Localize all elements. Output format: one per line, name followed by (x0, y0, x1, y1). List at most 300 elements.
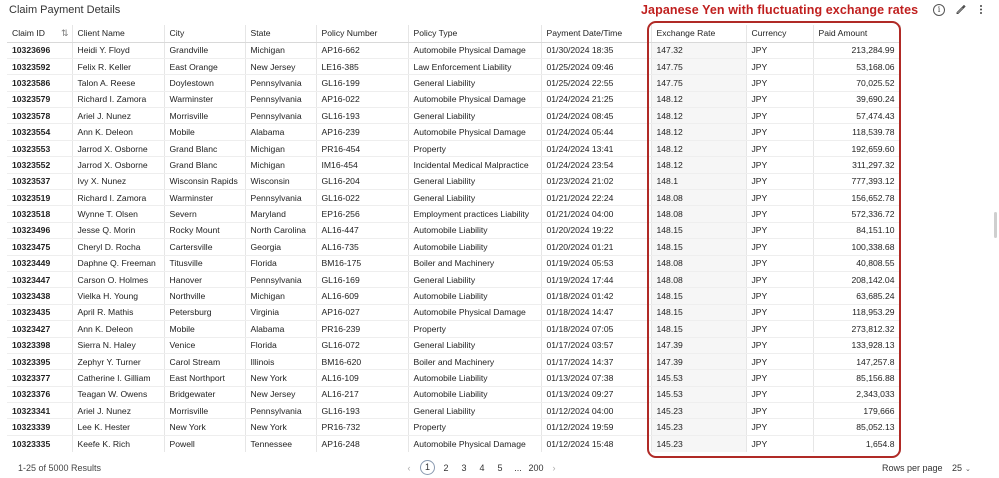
cell-payment-date: 01/12/2024 04:00 (541, 403, 651, 419)
cell-state: Michigan (245, 42, 316, 58)
cell-paid-amount: 311,297.32 (813, 157, 900, 173)
table-row[interactable] (7, 403, 900, 419)
cell-exchange-rate: 148.15 (651, 288, 746, 304)
cell-policy-type: Automobile Physical Damage (408, 42, 541, 58)
cell-payment-date: 01/25/2024 22:55 (541, 75, 651, 91)
cell-currency: JPY (746, 435, 813, 451)
table-row[interactable] (7, 190, 900, 206)
next-page-icon[interactable]: › (552, 462, 556, 473)
chevron-down-icon: ⌄ (965, 466, 971, 473)
cell-currency: JPY (746, 370, 813, 386)
cell-policy-number: PR16-454 (316, 140, 408, 156)
cell-currency: JPY (746, 124, 813, 140)
cell-policy-type: Automobile Physical Damage (408, 304, 541, 320)
cell-payment-date: 01/12/2024 19:59 (541, 419, 651, 435)
cell-policy-type: Property (408, 419, 541, 435)
cell-paid-amount: 57,474.43 (813, 108, 900, 124)
info-icon[interactable]: i (933, 4, 945, 16)
col-header-policy-type[interactable] (408, 25, 541, 42)
cell-city: Morrisville (164, 108, 245, 124)
cell-claim-id: 10323586 (7, 75, 72, 91)
table-row[interactable] (7, 370, 900, 386)
cell-policy-number: GL16-072 (316, 337, 408, 353)
page-4-button[interactable]: 4 (479, 462, 485, 473)
table-row[interactable] (7, 304, 900, 320)
cell-city: Warminster (164, 91, 245, 107)
cell-city: Cartersville (164, 239, 245, 255)
cell-claim-id: 10323377 (7, 370, 72, 386)
cell-exchange-rate: 148.12 (651, 124, 746, 140)
cell-payment-date: 01/17/2024 03:57 (541, 337, 651, 353)
cell-exchange-rate: 145.53 (651, 386, 746, 402)
cell-city: Warminster (164, 190, 245, 206)
cell-payment-date: 01/21/2024 22:24 (541, 190, 651, 206)
cell-currency: JPY (746, 173, 813, 189)
cell-city: Bridgewater (164, 386, 245, 402)
column-label: Claim ID (12, 28, 45, 39)
cell-policy-number: AP16-022 (316, 91, 408, 107)
cell-payment-date: 01/18/2024 01:42 (541, 288, 651, 304)
cell-client-name: Jarrod X. Osborne (72, 157, 164, 173)
table-row[interactable] (7, 173, 900, 189)
cell-city: Grand Blanc (164, 140, 245, 156)
pagination (400, 459, 563, 476)
cell-payment-date: 01/30/2024 18:35 (541, 42, 651, 58)
cell-claim-id: 10323553 (7, 140, 72, 156)
cell-state: Pennsylvania (245, 91, 316, 107)
table-row[interactable] (7, 271, 900, 287)
table-row[interactable] (7, 239, 900, 255)
cell-policy-number: AL16-735 (316, 239, 408, 255)
cell-currency: JPY (746, 271, 813, 287)
cell-state: Pennsylvania (245, 108, 316, 124)
cell-currency: JPY (746, 75, 813, 91)
cell-payment-date: 01/12/2024 15:48 (541, 435, 651, 451)
col-header-paid-amount[interactable] (813, 25, 900, 42)
column-label: Policy Number (321, 28, 378, 39)
cell-payment-date: 01/23/2024 21:02 (541, 173, 651, 189)
cell-policy-type: Property (408, 321, 541, 337)
cell-currency: JPY (746, 108, 813, 124)
cell-claim-id: 10323496 (7, 222, 72, 238)
cell-payment-date: 01/19/2024 17:44 (541, 271, 651, 287)
cell-client-name: Felix R. Keller (72, 58, 164, 74)
cell-client-name: Daphne Q. Freeman (72, 255, 164, 271)
cell-client-name: Ariel J. Nunez (72, 108, 164, 124)
cell-paid-amount: 213,284.99 (813, 42, 900, 58)
cell-paid-amount: 118,539.78 (813, 124, 900, 140)
cell-exchange-rate: 148.08 (651, 255, 746, 271)
col-header-policy-number[interactable] (316, 25, 408, 42)
cell-city: Carol Stream (164, 353, 245, 369)
sort-icon[interactable]: ⇅ (60, 28, 69, 38)
cell-exchange-rate: 148.08 (651, 271, 746, 287)
cell-policy-number: BM16-620 (316, 353, 408, 369)
table-row[interactable] (7, 337, 900, 353)
cell-policy-type: General Liability (408, 173, 541, 189)
cell-currency: JPY (746, 337, 813, 353)
cell-currency: JPY (746, 304, 813, 320)
cell-policy-type: Automobile Liability (408, 370, 541, 386)
cell-paid-amount: 100,338.68 (813, 239, 900, 255)
cell-claim-id: 10323339 (7, 419, 72, 435)
page-3-button[interactable]: 3 (461, 462, 467, 473)
cell-currency: JPY (746, 58, 813, 74)
cell-payment-date: 01/13/2024 09:27 (541, 386, 651, 402)
cell-payment-date: 01/24/2024 08:45 (541, 108, 651, 124)
cell-policy-type: General Liability (408, 75, 541, 91)
table-row[interactable] (7, 108, 900, 124)
cell-client-name: Lee K. Hester (72, 419, 164, 435)
cell-policy-type: Law Enforcement Liability (408, 58, 541, 74)
cell-claim-id: 10323475 (7, 239, 72, 255)
cell-policy-type: Boiler and Machinery (408, 255, 541, 271)
cell-exchange-rate: 147.32 (651, 42, 746, 58)
column-label: Payment Date/Time (546, 28, 623, 39)
table-row[interactable] (7, 222, 900, 238)
cell-exchange-rate: 148.08 (651, 206, 746, 222)
edit-pencil-icon[interactable] (954, 4, 966, 16)
cell-policy-number: AL16-609 (316, 288, 408, 304)
cell-state: Pennsylvania (245, 190, 316, 206)
cell-city: Titusville (164, 255, 245, 271)
cell-policy-type: Automobile Physical Damage (408, 124, 541, 140)
cell-claim-id: 10323552 (7, 157, 72, 173)
cell-paid-amount: 85,052.13 (813, 419, 900, 435)
cell-policy-number: PR16-732 (316, 419, 408, 435)
cell-policy-type: General Liability (408, 403, 541, 419)
table-row[interactable] (7, 353, 900, 369)
cell-client-name: Ariel J. Nunez (72, 403, 164, 419)
cell-paid-amount: 156,652.78 (813, 190, 900, 206)
cell-paid-amount: 208,142.04 (813, 271, 900, 287)
cell-policy-type: General Liability (408, 337, 541, 353)
cell-paid-amount: 2,343,033 (813, 386, 900, 402)
cell-currency: JPY (746, 157, 813, 173)
cell-policy-number: LE16-385 (316, 58, 408, 74)
cell-paid-amount: 118,953.29 (813, 304, 900, 320)
cell-policy-number: AP16-662 (316, 42, 408, 58)
cell-exchange-rate: 145.23 (651, 435, 746, 451)
cell-exchange-rate: 145.53 (651, 370, 746, 386)
col-header-state[interactable] (245, 25, 316, 42)
cell-paid-amount: 133,928.13 (813, 337, 900, 353)
cell-policy-type: Automobile Liability (408, 239, 541, 255)
cell-exchange-rate: 147.39 (651, 353, 746, 369)
cell-policy-number: AP16-248 (316, 435, 408, 451)
cell-client-name: Jesse Q. Morin (72, 222, 164, 238)
cell-city: New York (164, 419, 245, 435)
header-actions (933, 4, 987, 16)
col-header-currency[interactable] (746, 25, 813, 42)
prev-page-icon[interactable]: ‹ (407, 462, 411, 473)
cell-currency: JPY (746, 288, 813, 304)
cell-claim-id: 10323579 (7, 91, 72, 107)
claims-table (7, 25, 901, 452)
cell-state: Tennessee (245, 435, 316, 451)
cell-city: Mobile (164, 321, 245, 337)
cell-currency: JPY (746, 190, 813, 206)
table-row[interactable] (7, 75, 900, 91)
rows-per-page-select[interactable] (952, 463, 971, 473)
col-header-client-name[interactable] (72, 25, 164, 42)
cell-payment-date: 01/17/2024 14:37 (541, 353, 651, 369)
cell-policy-number: GL16-199 (316, 75, 408, 91)
cell-exchange-rate: 148.08 (651, 190, 746, 206)
cell-policy-type: Employment practices Liability (408, 206, 541, 222)
cell-policy-type: Boiler and Machinery (408, 353, 541, 369)
cell-claim-id: 10323395 (7, 353, 72, 369)
cell-policy-number: BM16-175 (316, 255, 408, 271)
table-row[interactable] (7, 91, 900, 107)
table-body (7, 42, 900, 452)
more-vertical-icon[interactable] (975, 4, 987, 16)
cell-exchange-rate: 145.23 (651, 419, 746, 435)
cell-paid-amount: 63,685.24 (813, 288, 900, 304)
column-label: Client Name (77, 28, 125, 39)
cell-claim-id: 10323537 (7, 173, 72, 189)
cell-city: Wisconsin Rapids (164, 173, 245, 189)
pagination-ellipsis: ... (514, 462, 522, 473)
cell-state: Michigan (245, 288, 316, 304)
cell-currency: JPY (746, 255, 813, 271)
cell-city: Severn (164, 206, 245, 222)
result-count: 1-25 of 5000 Results (18, 463, 102, 473)
cell-client-name: Cheryl D. Rocha (72, 239, 164, 255)
cell-paid-amount: 85,156.88 (813, 370, 900, 386)
cell-payment-date: 01/18/2024 14:47 (541, 304, 651, 320)
exchange-rate-annotation: Japanese Yen with fluctuating exchange rates (641, 3, 919, 17)
cell-city: Grandville (164, 42, 245, 58)
cell-policy-type: Incidental Medical Malpractice (408, 157, 541, 173)
cell-client-name: Ann K. Deleon (72, 124, 164, 140)
rows-per-page-value: 25 (952, 463, 963, 473)
table-row[interactable] (7, 206, 900, 222)
scrollbar-thumb[interactable] (994, 212, 997, 238)
table-row[interactable] (7, 255, 900, 271)
cell-client-name: Keefe K. Rich (72, 435, 164, 451)
cell-claim-id: 10323518 (7, 206, 72, 222)
cell-client-name: Zephyr Y. Turner (72, 353, 164, 369)
table-row[interactable] (7, 435, 900, 451)
page-1-button[interactable]: 1 (420, 460, 435, 475)
cell-client-name: Richard I. Zamora (72, 91, 164, 107)
cell-claim-id: 10323398 (7, 337, 72, 353)
cell-policy-type: General Liability (408, 190, 541, 206)
page-2-button[interactable]: 2 (443, 462, 449, 473)
cell-client-name: Catherine I. Gilliam (72, 370, 164, 386)
cell-exchange-rate: 148.15 (651, 304, 746, 320)
table-row[interactable] (7, 386, 900, 402)
col-header-claim-id[interactable] (7, 25, 72, 42)
cell-currency: JPY (746, 419, 813, 435)
table-row[interactable] (7, 321, 900, 337)
cell-state: Alabama (245, 321, 316, 337)
cell-client-name: Heidi Y. Floyd (72, 42, 164, 58)
cell-policy-number: GL16-022 (316, 190, 408, 206)
cell-exchange-rate: 148.12 (651, 157, 746, 173)
cell-state: Pennsylvania (245, 403, 316, 419)
cell-client-name: Vielka H. Young (72, 288, 164, 304)
cell-policy-type: Automobile Physical Damage (408, 91, 541, 107)
table-row[interactable] (7, 124, 900, 140)
cell-city: Doylestown (164, 75, 245, 91)
cell-city: Northville (164, 288, 245, 304)
cell-exchange-rate: 147.39 (651, 337, 746, 353)
cell-policy-type: Property (408, 140, 541, 156)
cell-policy-type: General Liability (408, 271, 541, 287)
cell-paid-amount: 53,168.06 (813, 58, 900, 74)
cell-payment-date: 01/25/2024 09:46 (541, 58, 651, 74)
cell-state: Pennsylvania (245, 75, 316, 91)
column-label: Exchange Rate (656, 28, 716, 39)
cell-claim-id: 10323335 (7, 435, 72, 451)
cell-city: East Northport (164, 370, 245, 386)
column-label: Policy Type (413, 28, 458, 39)
cell-policy-number: GL16-193 (316, 403, 408, 419)
cell-state: New Jersey (245, 386, 316, 402)
cell-policy-number: IM16-454 (316, 157, 408, 173)
cell-city: Hanover (164, 271, 245, 287)
page-5-button[interactable]: 5 (497, 462, 503, 473)
table-header-row (7, 25, 900, 42)
cell-client-name: April R. Mathis (72, 304, 164, 320)
cell-paid-amount: 39,690.24 (813, 91, 900, 107)
column-label: Paid Amount (818, 28, 868, 39)
cell-currency: JPY (746, 321, 813, 337)
cell-payment-date: 01/24/2024 21:25 (541, 91, 651, 107)
cell-policy-number: AP16-027 (316, 304, 408, 320)
cell-state: New Jersey (245, 58, 316, 74)
cell-exchange-rate: 148.12 (651, 108, 746, 124)
cell-paid-amount: 40,808.55 (813, 255, 900, 271)
cell-paid-amount: 147,257.8 (813, 353, 900, 369)
cell-policy-number: PR16-239 (316, 321, 408, 337)
table-row[interactable] (7, 42, 900, 58)
cell-payment-date: 01/24/2024 05:44 (541, 124, 651, 140)
cell-policy-number: AL16-217 (316, 386, 408, 402)
cell-state: Michigan (245, 157, 316, 173)
cell-policy-type: Automobile Liability (408, 288, 541, 304)
cell-state: Maryland (245, 206, 316, 222)
cell-currency: JPY (746, 386, 813, 402)
cell-paid-amount: 273,812.32 (813, 321, 900, 337)
cell-state: Florida (245, 337, 316, 353)
cell-payment-date: 01/24/2024 23:54 (541, 157, 651, 173)
cell-paid-amount: 84,151.10 (813, 222, 900, 238)
cell-claim-id: 10323519 (7, 190, 72, 206)
cell-exchange-rate: 148.15 (651, 321, 746, 337)
cell-currency: JPY (746, 91, 813, 107)
table-row[interactable] (7, 419, 900, 435)
cell-client-name: Carson O. Holmes (72, 271, 164, 287)
cell-policy-number: AP16-239 (316, 124, 408, 140)
panel-title: Claim Payment Details (9, 4, 121, 16)
cell-claim-id: 10323578 (7, 108, 72, 124)
cell-state: Illinois (245, 353, 316, 369)
cell-policy-number: GL16-169 (316, 271, 408, 287)
cell-payment-date: 01/20/2024 19:22 (541, 222, 651, 238)
cell-client-name: Ann K. Deleon (72, 321, 164, 337)
table-row[interactable] (7, 157, 900, 173)
cell-payment-date: 01/18/2024 07:05 (541, 321, 651, 337)
cell-claim-id: 10323449 (7, 255, 72, 271)
cell-state: North Carolina (245, 222, 316, 238)
cell-paid-amount: 192,659.60 (813, 140, 900, 156)
cell-city: Petersburg (164, 304, 245, 320)
cell-exchange-rate: 147.75 (651, 75, 746, 91)
cell-client-name: Wynne T. Olsen (72, 206, 164, 222)
col-header-exchange-rate[interactable] (651, 25, 746, 42)
cell-policy-type: General Liability (408, 108, 541, 124)
cell-exchange-rate: 148.15 (651, 222, 746, 238)
cell-claim-id: 10323696 (7, 42, 72, 58)
cell-claim-id: 10323438 (7, 288, 72, 304)
cell-client-name: Sierra N. Haley (72, 337, 164, 353)
cell-exchange-rate: 147.75 (651, 58, 746, 74)
cell-paid-amount: 777,393.12 (813, 173, 900, 189)
cell-paid-amount: 572,336.72 (813, 206, 900, 222)
cell-state: Georgia (245, 239, 316, 255)
cell-client-name: Talon A. Reese (72, 75, 164, 91)
column-label: City (169, 28, 185, 39)
cell-payment-date: 01/24/2024 13:41 (541, 140, 651, 156)
cell-claim-id: 10323427 (7, 321, 72, 337)
cell-client-name: Ivy X. Nunez (72, 173, 164, 189)
cell-payment-date: 01/19/2024 05:53 (541, 255, 651, 271)
table-row[interactable] (7, 288, 900, 304)
cell-claim-id: 10323592 (7, 58, 72, 74)
cell-city: East Orange (164, 58, 245, 74)
cell-policy-type: Automobile Liability (408, 386, 541, 402)
cell-currency: JPY (746, 353, 813, 369)
cell-exchange-rate: 148.12 (651, 91, 746, 107)
column-label: State (250, 28, 271, 39)
cell-policy-number: AL16-109 (316, 370, 408, 386)
cell-paid-amount: 179,666 (813, 403, 900, 419)
table-row[interactable] (7, 58, 900, 74)
rows-per-page-label: Rows per page (882, 463, 943, 473)
cell-state: Wisconsin (245, 173, 316, 189)
page-200-button[interactable]: 200 (528, 462, 544, 473)
cell-client-name: Richard I. Zamora (72, 190, 164, 206)
cell-policy-number: GL16-193 (316, 108, 408, 124)
cell-state: Michigan (245, 140, 316, 156)
cell-claim-id: 10323341 (7, 403, 72, 419)
cell-state: Virginia (245, 304, 316, 320)
cell-exchange-rate: 145.23 (651, 403, 746, 419)
cell-claim-id: 10323376 (7, 386, 72, 402)
table-footer (0, 459, 999, 478)
cell-city: Powell (164, 435, 245, 451)
cell-policy-number: AL16-447 (316, 222, 408, 238)
cell-payment-date: 01/21/2024 04:00 (541, 206, 651, 222)
cell-policy-number: EP16-256 (316, 206, 408, 222)
table-row[interactable] (7, 140, 900, 156)
column-label: Currency (751, 28, 787, 39)
cell-client-name: Teagan W. Owens (72, 386, 164, 402)
cell-state: Alabama (245, 124, 316, 140)
cell-currency: JPY (746, 403, 813, 419)
cell-currency: JPY (746, 239, 813, 255)
cell-exchange-rate: 148.15 (651, 239, 746, 255)
cell-claim-id: 10323447 (7, 271, 72, 287)
cell-state: Pennsylvania (245, 271, 316, 287)
col-header-payment-date[interactable] (541, 25, 651, 42)
col-header-city[interactable] (164, 25, 245, 42)
cell-exchange-rate: 148.1 (651, 173, 746, 189)
cell-payment-date: 01/20/2024 01:21 (541, 239, 651, 255)
